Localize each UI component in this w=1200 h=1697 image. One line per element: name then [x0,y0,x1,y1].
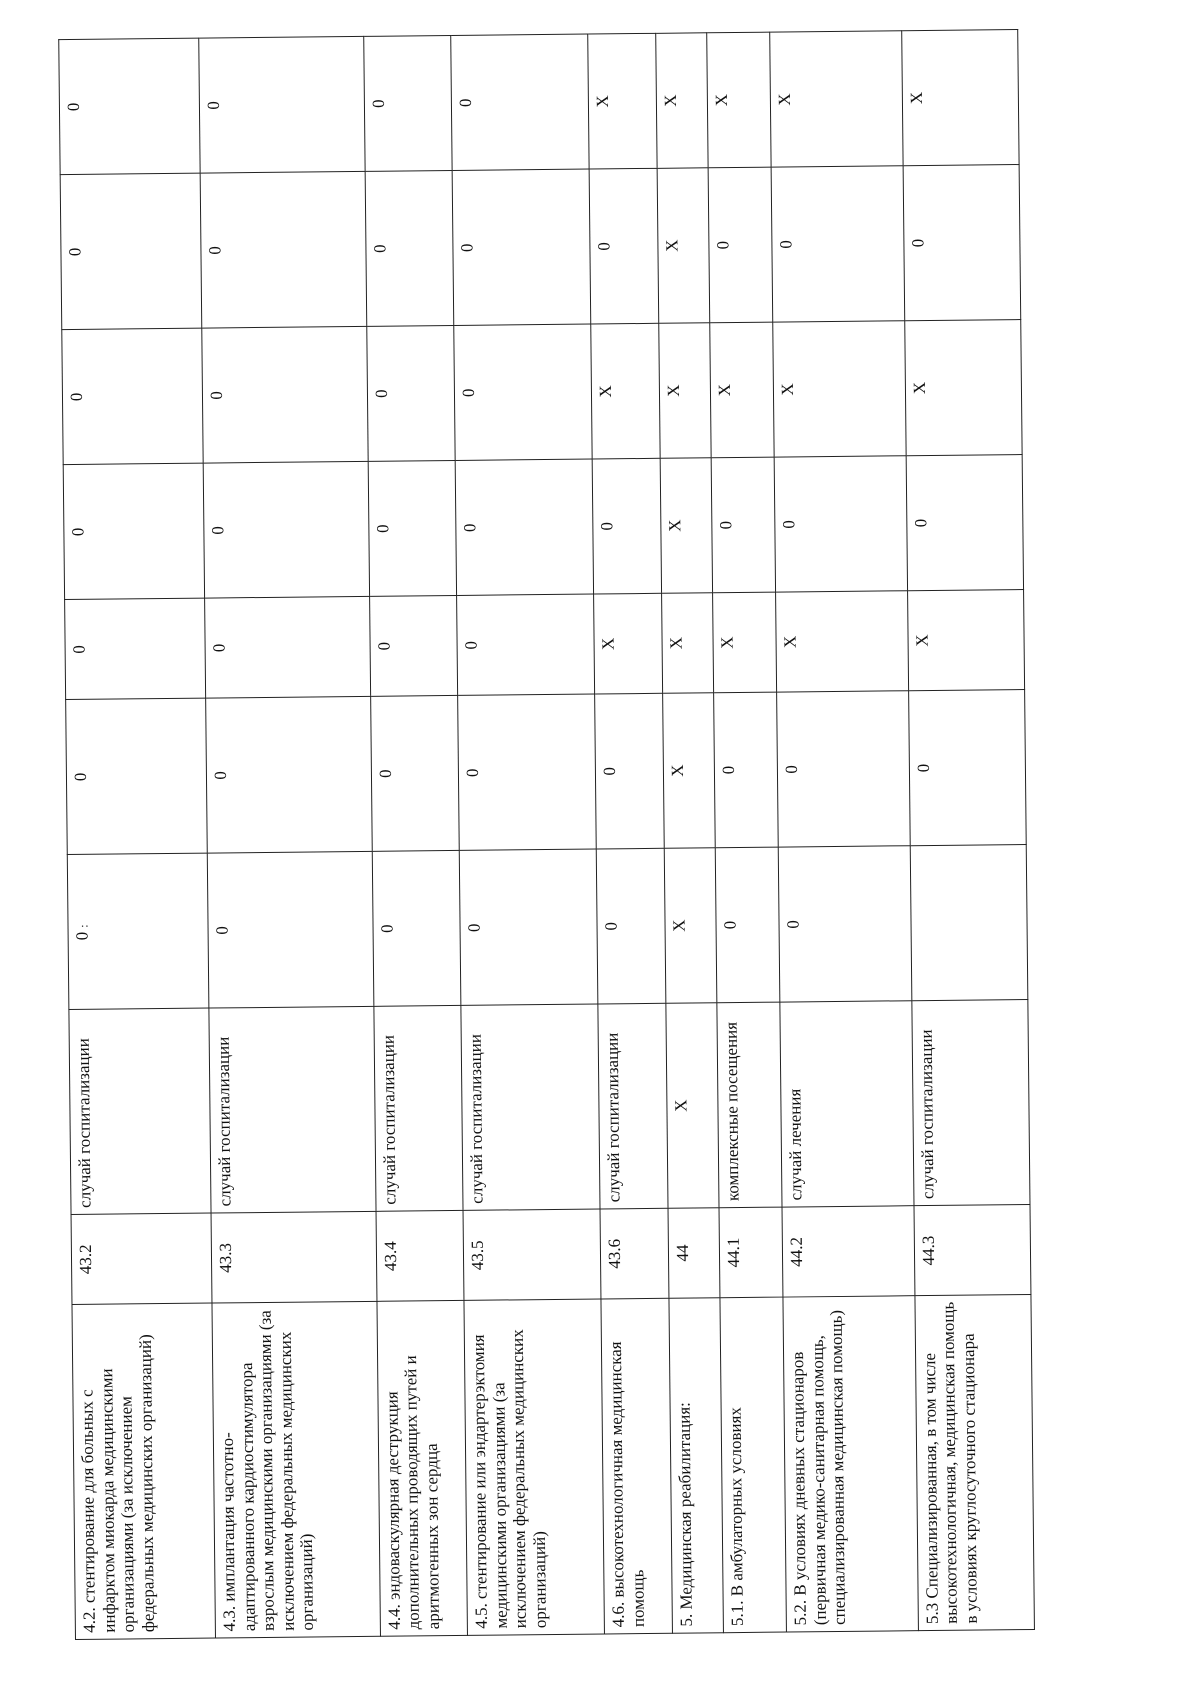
value-text: 0 [69,645,89,654]
row-value [62,328,204,464]
row-value [770,31,903,167]
row-value [594,593,663,694]
value-text: X [664,384,684,397]
value-text: X [717,636,737,649]
value-text: 0 [208,526,228,535]
row-number: 43.5 [463,1209,601,1300]
value-text: 0 [464,923,484,933]
row-unit: X [666,1003,719,1209]
row-name: 5.3 Специализированная, в том числе высокотехнологичная, медицинская помощь в условиях круглосуточного стационара [915,1294,1035,1630]
table-row [901,30,1034,1631]
table-row [199,36,380,1638]
row-unit: случай лечения [780,1001,914,1207]
row-name: 5.1. В амбулаторных условиях [720,1297,787,1633]
row-unit: случай госпитализации [598,1003,668,1209]
row-value [662,593,713,694]
value-text: X [665,519,685,532]
row-value [457,594,595,695]
row-value [67,853,209,1009]
row-value [660,458,712,594]
value-text: 0 [456,98,476,108]
row-unit: случай госпитализации [461,1004,600,1210]
value-text: 0 [782,765,802,774]
row-number: 43.6 [600,1208,669,1299]
row-value [665,848,717,1004]
row-value [712,592,777,693]
row-value [588,33,657,169]
rotated-page [58,30,1035,1640]
row-value [369,595,458,696]
row-value [591,323,660,459]
value-text: 0 [70,772,91,782]
table-row [770,31,918,1632]
row-name: 4.5. стентирование или эндартерэктомия медицинскими организациями (за исключением федеральных медицинских организаций) [464,1299,605,1635]
value-text: 0 [459,388,479,398]
row-value [206,696,372,853]
value-text: 0 [601,921,621,931]
row-value [456,459,594,595]
value-text: 0 [463,768,483,778]
row-number: 44 [668,1208,719,1299]
row-name: 5. Медицинская реабилитация: [669,1298,723,1634]
value-text: 0 [457,243,477,253]
row-value [713,692,778,848]
value-text: 0 [66,392,87,402]
row-number: 43.2 [71,1213,212,1304]
data-table [58,29,1035,1640]
row-value [366,325,455,461]
row-value [706,32,771,168]
value-text: 0 [207,391,227,400]
row-value [60,173,202,329]
row-name: 5.2. В условиях дневных стационаров (первичная медико-санитарная помощь, специализированная медицинская помощь) [783,1296,918,1632]
row-value [595,693,665,849]
row-unit: случай госпитализации [209,1006,376,1213]
value-text: 0 [779,520,799,529]
row-value [656,33,708,169]
row-value [203,461,369,598]
row-value [589,168,659,324]
value-text: 0 [908,238,928,248]
row-number: 44.1 [719,1207,784,1298]
row-value [202,326,368,463]
value-text: 0 [68,527,88,537]
value-text: 0 [597,522,617,531]
row-name: 4.2. стентирование для больных с инфарктом миокарда медицинскими организациями (за исключением федеральных медицинских организаций) [72,1303,216,1639]
row-value [372,850,461,1006]
value-text: 0 [371,389,391,399]
value-text: 0 [374,641,394,651]
row-value [771,166,904,322]
value-text: 0 [205,246,225,255]
value-text: 0 [377,924,397,934]
value-text: 0 [204,101,224,110]
row-value [458,694,597,850]
value-text: 0 [783,920,803,929]
row-value [205,596,370,698]
value-text: X [906,91,926,105]
scan-mark: : [76,923,91,928]
row-number: 44.2 [782,1206,914,1297]
row-value [370,695,459,851]
value-text: 0 [212,926,232,935]
table-row [363,35,467,1636]
value-text: X [598,637,619,651]
value-text: 0 [373,524,393,534]
value-text: X [666,636,686,650]
row-name: 4.6. высокотехнологичная медицинская помощь [601,1298,672,1634]
value-text: X [593,95,613,108]
row-value [59,38,201,174]
row-value [368,460,457,596]
row-value [597,848,667,1004]
value-text: 0 [460,523,480,533]
value-text: 0 [713,240,733,250]
row-value [199,36,365,173]
row-value [208,851,374,1008]
value-text: X [775,93,795,106]
row-value [451,34,589,170]
row-name: 4.4. эндоваскулярная деструкция дополнительных проводящих путей и аритмогенных зон сердца [377,1300,468,1636]
row-value [363,35,452,171]
value-text: X [909,381,929,395]
table-row [59,38,216,1639]
value-text: X [912,634,932,647]
row-value [774,456,907,592]
row-value [66,698,208,854]
value-text: X [596,385,616,398]
value-text: 0 [370,244,390,254]
row-value [908,690,1026,846]
row-value [904,320,1022,456]
row-value [910,844,1028,1000]
row-value [776,591,909,692]
value-text: X [780,635,800,649]
row-number: 44.3 [914,1204,1031,1295]
row-value [778,846,911,1002]
value-text: 0 [594,242,614,251]
value-text: 0 [600,767,620,776]
row-value [454,324,592,460]
value-text: 0 [716,520,736,530]
row-value [593,458,662,594]
row-unit: случай госпитализации [374,1005,464,1211]
row-value [708,167,773,323]
row-value [901,30,1019,166]
value-text: 0 [72,931,92,941]
row-number: 43.3 [211,1211,376,1303]
value-text: 0 [375,769,395,779]
row-value [460,849,599,1005]
value-text: X [661,94,681,107]
value-text: 0 [65,247,85,257]
value-text: 0 [368,99,388,109]
row-value [200,171,366,328]
row-value [709,322,774,458]
row-unit: случай госпитализации [912,999,1030,1205]
value-text: X [668,764,688,777]
value-text: X [778,383,798,396]
row-value [773,321,906,457]
value-text: 0 [913,763,933,773]
value-text: X [669,919,689,932]
row-value [365,170,454,326]
row-number: 43.4 [376,1210,465,1301]
row-value [715,847,780,1003]
table-row [451,34,605,1635]
value-text: X [662,239,682,252]
value-text: 0 [461,640,481,650]
row-value [65,598,206,699]
value-text: X [714,383,734,397]
row-value [452,169,591,325]
row-unit: случай госпитализации [69,1008,211,1214]
value-text: 0 [776,240,796,249]
value-text: 0 [911,518,931,528]
row-value [663,693,715,849]
row-value [659,323,711,459]
row-unit: комплексные посещения [717,1002,783,1208]
row-value [906,455,1024,591]
row-value [657,168,709,324]
row-name: 4.3. имплантация частотно-адаптированного кардиостимулятора взрослым медицинскими организациями (за исключением федеральных медицинских организаций) [212,1301,380,1638]
row-value [777,691,910,847]
row-value [711,457,776,593]
value-text: 0 [720,920,740,930]
value-text: 0 [211,771,231,780]
row-value [63,463,205,599]
row-value [903,165,1021,321]
row-value [907,590,1024,691]
value-text: X [711,93,731,107]
value-text: 0 [63,102,83,112]
value-text: 0 [209,643,229,653]
value-text: 0 [718,765,738,775]
